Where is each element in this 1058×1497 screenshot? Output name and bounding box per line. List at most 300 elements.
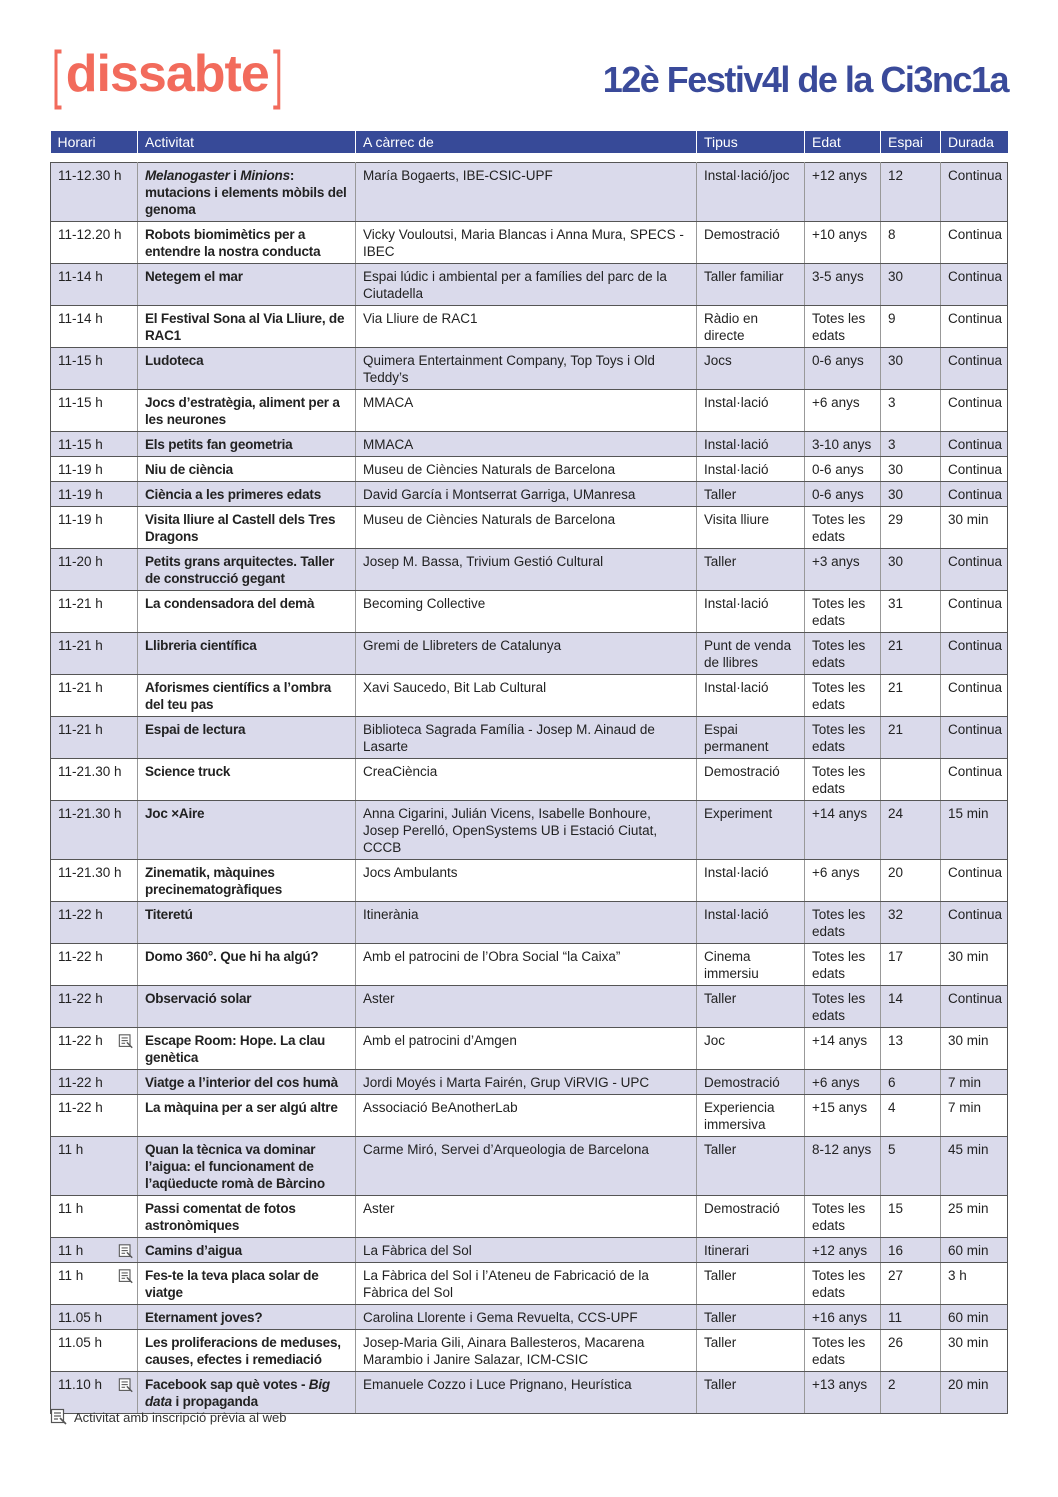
cell-espai: 16 [881,1237,941,1262]
cell-tipus: Experiment [697,800,805,859]
table-body [51,162,1008,1413]
horari-text: 11 h [58,1141,84,1157]
cell-horari [51,347,138,389]
cell-horari [51,1195,138,1237]
cell-activitat: Science truck [138,758,356,800]
cell-carrec: CreaCiència [356,758,697,800]
cell-tipus: Instal·lació [697,456,805,481]
cell-carrec: Josep-Maria Gili, Ainara Ballesteros, Macarena Marambio i Janire Salazar, ICM-CSIC [356,1329,697,1371]
cell-espai: 21 [881,674,941,716]
cell-activitat: Els petits fan geometria [138,431,356,456]
cell-edat: +14 anys [805,1027,881,1069]
cell-espai: 9 [881,305,941,347]
registration-form-icon [118,1377,134,1394]
registration-form-icon [118,1268,134,1285]
cell-carrec: Jordi Moyés i Marta Fairén, Grup ViRVIG - UPC [356,1069,697,1094]
day-label: dissabte [65,45,269,103]
cell-edat: Totes les edats [805,716,881,758]
table-row [51,481,1008,506]
bracket-open: [ [52,38,62,110]
cell-edat: Totes les edats [805,506,881,548]
cell-horari [51,1136,138,1195]
cell-horari [51,985,138,1027]
cell-durada: 60 min [941,1304,1008,1329]
cell-activitat: Zinematik, màquines precinematogràfiques [138,859,356,901]
cell-activitat: Llibreria científica [138,632,356,674]
cell-activitat: Quan la tècnica va dominar l’aigua: el funcionament de l’aqüeducte romà de Bàrcino [138,1136,356,1195]
col-header-durada: Durada [941,131,1008,153]
activitat-text-part: Minions [240,167,290,183]
cell-edat: 3-10 anys [805,431,881,456]
horari-text: 11-22 h [58,906,103,922]
horari-text: 11-19 h [58,511,103,527]
cell-carrec: Josep M. Bassa, Trivium Gestió Cultural [356,548,697,590]
cell-espai: 26 [881,1329,941,1371]
horari-text: 11-12.30 h [58,167,122,183]
cell-tipus: Joc [697,1027,805,1069]
cell-activitat: Ludoteca [138,347,356,389]
cell-espai: 21 [881,632,941,674]
cell-horari [51,1069,138,1094]
cell-edat: +6 anys [805,859,881,901]
cell-tipus: Visita lliure [697,506,805,548]
cell-carrec: MMACA [356,389,697,431]
horari-text: 11-21 h [58,637,103,653]
activitat-text-part: i propaganda [171,1393,258,1409]
table-row [51,1262,1008,1304]
cell-durada: Continua [941,481,1008,506]
cell-durada: Continua [941,347,1008,389]
cell-tipus: Itinerari [697,1237,805,1262]
cell-durada: Continua [941,859,1008,901]
horari-text: 11-19 h [58,461,103,477]
cell-activitat: Petits grans arquitectes. Taller de construcció gegant [138,548,356,590]
cell-durada: 3 h [941,1262,1008,1304]
cell-espai: 30 [881,456,941,481]
cell-espai: 30 [881,548,941,590]
cell-espai: 6 [881,1069,941,1094]
table-row [51,305,1008,347]
cell-horari [51,389,138,431]
cell-activitat: Visita lliure al Castell dels Tres Dragons [138,506,356,548]
horari-text: 11-21 h [58,595,103,611]
cell-edat: Totes les edats [805,1329,881,1371]
cell-espai: 20 [881,859,941,901]
cell-edat: 0-6 anys [805,456,881,481]
cell-edat: 0-6 anys [805,481,881,506]
cell-horari [51,1027,138,1069]
day-logo [48,38,287,110]
header-spacer [51,153,1008,162]
cell-horari [51,943,138,985]
cell-activitat: Escape Room: Hope. La clau genètica [138,1027,356,1069]
cell-edat: Totes les edats [805,985,881,1027]
cell-tipus: Jocs [697,347,805,389]
cell-carrec: Associació BeAnotherLab [356,1094,697,1136]
cell-carrec: Biblioteca Sagrada Família - Josep M. Ainaud de Lasarte [356,716,697,758]
cell-edat: +13 anys [805,1371,881,1413]
cell-tipus: Espai permanent [697,716,805,758]
cell-edat: +6 anys [805,1069,881,1094]
table-row [51,859,1008,901]
cell-espai: 30 [881,347,941,389]
cell-activitat: Titeretú [138,901,356,943]
horari-text: 11 h [58,1267,84,1283]
cell-edat: +14 anys [805,800,881,859]
cell-espai: 11 [881,1304,941,1329]
cell-carrec: Museu de Ciències Naturals de Barcelona [356,506,697,548]
table-row [51,716,1008,758]
horari-text: 11-22 h [58,1099,103,1115]
horari-text: 11-21.30 h [58,763,122,779]
cell-activitat [138,162,356,221]
cell-tipus: Demostració [697,221,805,263]
cell-activitat: Fes-te la teva placa solar de viatge [138,1262,356,1304]
horari-text: 11-20 h [58,553,103,569]
horari-text: 11.05 h [58,1334,103,1350]
cell-horari [51,305,138,347]
col-header-tipus: Tipus [697,131,805,153]
activitat-text-part: Melanogaster [145,167,230,183]
horari-text: 11-22 h [58,990,103,1006]
table-row [51,347,1008,389]
cell-horari [51,632,138,674]
cell-carrec: Museu de Ciències Naturals de Barcelona [356,456,697,481]
table-row [51,674,1008,716]
cell-durada: Continua [941,305,1008,347]
table-row [51,221,1008,263]
cell-durada: Continua [941,548,1008,590]
activitat-text-part: i [229,167,241,183]
activitat-text-part: : mutacions i elements mòbils del genoma [145,167,347,217]
table-header [51,131,1008,162]
cell-durada: Continua [941,456,1008,481]
table-row [51,1027,1008,1069]
horari-text: 11-12.20 h [58,226,122,242]
cell-horari [51,1237,138,1262]
cell-carrec: Emanuele Cozzo i Luce Prignano, Heurística [356,1371,697,1413]
horari-text: 11-21 h [58,721,103,737]
cell-durada: 30 min [941,1027,1008,1069]
table-row [51,456,1008,481]
horari-text: 11-19 h [58,486,103,502]
horari-text: 11.05 h [58,1309,103,1325]
col-header-edat: Edat [805,131,881,153]
schedule-table [50,131,1008,1414]
cell-durada: 7 min [941,1094,1008,1136]
cell-carrec: Aster [356,985,697,1027]
cell-activitat [138,1371,356,1413]
cell-durada: Continua [941,758,1008,800]
table-row [51,943,1008,985]
cell-activitat: La condensadora del demà [138,590,356,632]
cell-tipus: Taller [697,1136,805,1195]
cell-espai: 31 [881,590,941,632]
cell-activitat: Robots biomimètics per a entendre la nostra conducta [138,221,356,263]
horari-text: 11-15 h [58,394,103,410]
table-row [51,389,1008,431]
cell-tipus: Ràdio en directe [697,305,805,347]
cell-durada: 15 min [941,800,1008,859]
cell-horari [51,1329,138,1371]
cell-carrec: Jocs Ambulants [356,859,697,901]
cell-carrec: Vicky Vouloutsi, Maria Blancas i Anna Mura, SPECS -IBEC [356,221,697,263]
cell-edat: 0-6 anys [805,347,881,389]
cell-espai: 2 [881,1371,941,1413]
table-row [51,901,1008,943]
cell-tipus: Demostració [697,758,805,800]
cell-edat: Totes les edats [805,943,881,985]
cell-espai: 4 [881,1094,941,1136]
cell-durada: 20 min [941,1371,1008,1413]
cell-edat: +12 anys [805,1237,881,1262]
cell-durada: 25 min [941,1195,1008,1237]
registration-form-icon [118,1033,134,1050]
cell-edat: +10 anys [805,221,881,263]
cell-edat: +16 anys [805,1304,881,1329]
table-row [51,985,1008,1027]
cell-activitat: Joc ×Aire [138,800,356,859]
cell-activitat: Viatge a l’interior del cos humà [138,1069,356,1094]
table-row [51,1195,1008,1237]
cell-edat: Totes les edats [805,674,881,716]
col-header-horari: Horari [51,131,138,153]
cell-tipus: Experiencia immersiva [697,1094,805,1136]
cell-carrec: Becoming Collective [356,590,697,632]
cell-horari [51,456,138,481]
cell-tipus: Taller [697,481,805,506]
cell-tipus: Instal·lació [697,859,805,901]
cell-durada: Continua [941,263,1008,305]
cell-tipus: Taller [697,548,805,590]
cell-horari [51,506,138,548]
horari-text: 11-15 h [58,436,103,452]
activitat-text-part: Big data [145,1376,330,1409]
cell-carrec: Aster [356,1195,697,1237]
cell-espai: 24 [881,800,941,859]
cell-durada: Continua [941,985,1008,1027]
cell-tipus: Taller [697,1304,805,1329]
cell-horari [51,221,138,263]
festival-title: 12è Festiv4l de la Ci3nc1a [602,59,1008,100]
col-header-espai: Espai [881,131,941,153]
horari-text: 11-21.30 h [58,805,122,821]
cell-durada: Continua [941,162,1008,221]
table-row [51,590,1008,632]
cell-horari [51,859,138,901]
cell-espai: 15 [881,1195,941,1237]
cell-tipus: Instal·lació [697,389,805,431]
cell-carrec: La Fàbrica del Sol [356,1237,697,1262]
cell-edat: Totes les edats [805,1262,881,1304]
cell-carrec: David García i Montserrat Garriga, UManresa [356,481,697,506]
cell-edat: Totes les edats [805,1195,881,1237]
cell-edat: Totes les edats [805,901,881,943]
cell-edat: Totes les edats [805,305,881,347]
cell-tipus: Taller familiar [697,263,805,305]
cell-horari [51,590,138,632]
horari-text: 11-22 h [58,948,103,964]
cell-tipus: Instal·lació [697,674,805,716]
cell-activitat: Les proliferacions de meduses, causes, efectes i remediació [138,1329,356,1371]
horari-text: 11-14 h [58,310,103,326]
cell-activitat: Espai de lectura [138,716,356,758]
cell-activitat: Netegem el mar [138,263,356,305]
cell-horari [51,162,138,221]
cell-edat: Totes les edats [805,632,881,674]
cell-espai: 3 [881,389,941,431]
cell-durada: Continua [941,716,1008,758]
cell-edat: +12 anys [805,162,881,221]
cell-activitat: Domo 360°. Que hi ha algú? [138,943,356,985]
cell-activitat: Passi comentat de fotos astronòmiques [138,1195,356,1237]
cell-durada: Continua [941,901,1008,943]
horari-text: 11 h [58,1200,84,1216]
horari-text: 11 h [58,1242,84,1258]
cell-durada: Continua [941,632,1008,674]
cell-carrec: Espai lúdic i ambiental per a famílies del parc de la Ciutadella [356,263,697,305]
cell-espai [881,758,941,800]
horari-text: 11-22 h [58,1032,103,1048]
table-row [51,1304,1008,1329]
table-row [51,431,1008,456]
legend-text: Activitat amb inscripció prèvia al web [74,1409,287,1425]
cell-espai: 29 [881,506,941,548]
cell-durada: Continua [941,431,1008,456]
cell-durada: 30 min [941,1329,1008,1371]
cell-espai: 21 [881,716,941,758]
cell-espai: 5 [881,1136,941,1195]
cell-activitat: La màquina per a ser algú altre [138,1094,356,1136]
table-row [51,263,1008,305]
cell-horari [51,1304,138,1329]
cell-activitat: Ciència a les primeres edats [138,481,356,506]
cell-activitat: Aforismes científics a l’ombra del teu pas [138,674,356,716]
cell-horari [51,1371,138,1413]
cell-horari [51,1094,138,1136]
cell-carrec: Xavi Saucedo, Bit Lab Cultural [356,674,697,716]
table-row [51,800,1008,859]
cell-tipus: Taller [697,1262,805,1304]
cell-durada: 7 min [941,1069,1008,1094]
cell-carrec: Amb el patrocini d’Amgen [356,1027,697,1069]
cell-espai: 30 [881,263,941,305]
cell-edat: 8-12 anys [805,1136,881,1195]
cell-durada: 30 min [941,506,1008,548]
col-header-carrec: A càrrec de [356,131,697,153]
horari-text: 11-15 h [58,352,103,368]
cell-durada: Continua [941,674,1008,716]
cell-activitat: Observació solar [138,985,356,1027]
horari-text: 11-21 h [58,679,103,695]
cell-carrec: Carme Miró, Servei d’Arqueologia de Barcelona [356,1136,697,1195]
cell-edat: +6 anys [805,389,881,431]
cell-activitat: Camins d’aigua [138,1237,356,1262]
cell-carrec: Anna Cigarini, Julián Vicens, Isabelle Bonhoure, Josep Perelló, OpenSystems UB i Estació Ciutat, CCCB [356,800,697,859]
cell-activitat: Eternament joves? [138,1304,356,1329]
cell-espai: 8 [881,221,941,263]
cell-carrec: Amb el patrocini de l’Obra Social “la Caixa” [356,943,697,985]
cell-horari [51,263,138,305]
cell-tipus: Demostració [697,1195,805,1237]
cell-activitat: Niu de ciència [138,456,356,481]
cell-horari [51,716,138,758]
cell-espai: 14 [881,985,941,1027]
cell-durada: 30 min [941,943,1008,985]
table-row [51,506,1008,548]
table-row [51,1371,1008,1413]
cell-espai: 13 [881,1027,941,1069]
horari-text: 11-21.30 h [58,864,122,880]
cell-carrec: Gremi de Llibreters de Catalunya [356,632,697,674]
table-row [51,758,1008,800]
cell-carrec: Via Lliure de RAC1 [356,305,697,347]
activitat-text-part: Facebook sap què votes - [145,1376,309,1392]
cell-durada: Continua [941,389,1008,431]
cell-edat: Totes les edats [805,758,881,800]
cell-carrec: Itinerània [356,901,697,943]
legend [50,1408,286,1426]
cell-espai: 32 [881,901,941,943]
cell-tipus: Demostració [697,1069,805,1094]
cell-horari [51,548,138,590]
cell-tipus: Punt de venda de llibres [697,632,805,674]
registration-form-icon [118,1243,134,1260]
cell-espai: 12 [881,162,941,221]
cell-activitat: El Festival Sona al Via Lliure, de RAC1 [138,305,356,347]
registration-form-icon [50,1408,68,1426]
horari-text: 11.10 h [58,1376,103,1392]
cell-activitat: Jocs d’estratègia, aliment per a les neurones [138,389,356,431]
cell-edat: Totes les edats [805,590,881,632]
cell-espai: 3 [881,431,941,456]
cell-horari [51,901,138,943]
table-row [51,1237,1008,1262]
cell-carrec: MMACA [356,431,697,456]
cell-horari [51,800,138,859]
cell-edat: +15 anys [805,1094,881,1136]
cell-carrec: La Fàbrica del Sol i l’Ateneu de Fabricació de la Fàbrica del Sol [356,1262,697,1304]
cell-carrec: María Bogaerts, IBE-CSIC-UPF [356,162,697,221]
cell-durada: 60 min [941,1237,1008,1262]
cell-durada: Continua [941,590,1008,632]
cell-tipus: Instal·lació/joc [697,162,805,221]
cell-tipus: Taller [697,1371,805,1413]
table-row [51,1094,1008,1136]
cell-espai: 30 [881,481,941,506]
cell-horari [51,758,138,800]
cell-espai: 27 [881,1262,941,1304]
cell-carrec: Carolina Llorente i Gema Revuelta, CCS-UPF [356,1304,697,1329]
table-row [51,1329,1008,1371]
table-row [51,548,1008,590]
table-row [51,162,1008,221]
cell-horari [51,674,138,716]
cell-tipus: Instal·lació [697,590,805,632]
cell-tipus: Taller [697,985,805,1027]
cell-tipus: Instal·lació [697,431,805,456]
col-header-activitat: Activitat [138,131,356,153]
table-row [51,632,1008,674]
cell-horari [51,431,138,456]
bracket-close: ] [272,38,283,110]
cell-espai: 17 [881,943,941,985]
cell-horari [51,481,138,506]
cell-tipus: Cinema immersiu [697,943,805,985]
table-row [51,1136,1008,1195]
cell-durada: Continua [941,221,1008,263]
cell-carrec: Quimera Entertainment Company, Top Toys i Old Teddy’s [356,347,697,389]
